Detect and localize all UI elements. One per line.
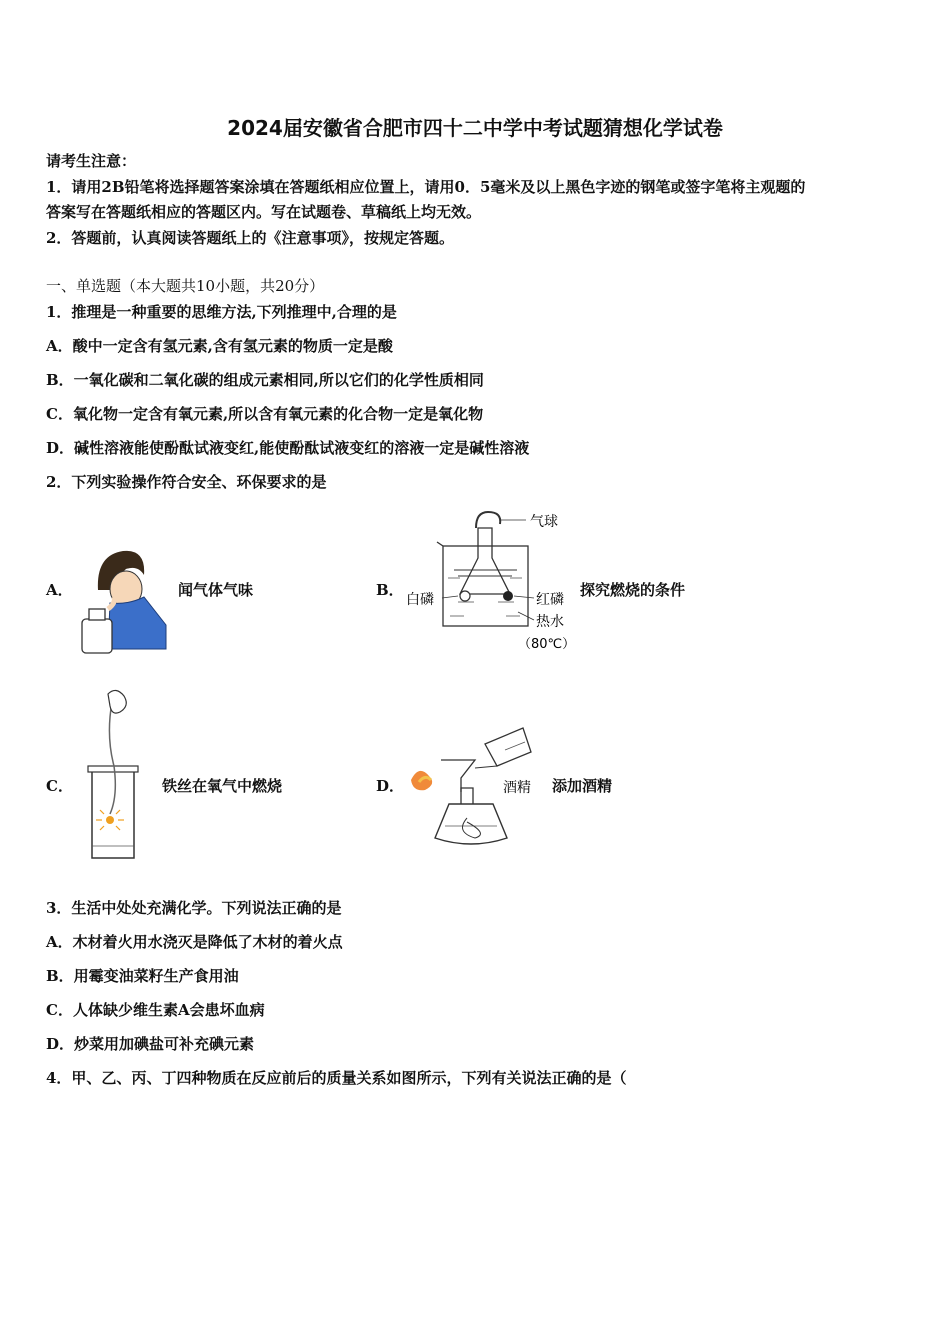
label-water-temperature: （80℃）	[518, 637, 576, 652]
q3-option-d: D．炒菜用加碘盐可补充碘元素	[46, 1035, 255, 1053]
q4-stem: 4．甲、乙、丙、丁四种物质在反应前后的质量关系如图所示，下列有关说法正确的是（	[46, 1069, 627, 1087]
smelling-gas-illustration	[78, 545, 173, 657]
combustion-conditions-apparatus	[400, 506, 585, 656]
section-heading: 一、单选题（本大题共10小题，共20分）	[46, 277, 325, 295]
label-balloon: 气球	[530, 514, 558, 530]
q2-option-c-caption: 铁丝在氧气中燃烧	[162, 777, 283, 795]
q2-option-a-caption: 闻气体气味	[178, 581, 254, 599]
notice-line-2: 2．答题前，认真阅读答题纸上的《注意事项》，按规定答题。	[46, 229, 454, 247]
q1-option-b: B．一氧化碳和二氧化碳的组成元素相同,所以它们的化学性质相同	[46, 371, 484, 389]
label-white-phosphorus: 白磷	[406, 592, 434, 608]
q1-option-c: C．氧化物一定含有氧元素,所以含有氧元素的化合物一定是氧化物	[46, 405, 484, 423]
q3-option-b: B．用霉变油菜籽生产食用油	[46, 967, 239, 985]
adding-alcohol-illustration	[405, 722, 540, 867]
q1-stem: 1．推理是一种重要的思维方法,下列推理中,合理的是	[46, 303, 397, 321]
iron-wire-burning-apparatus	[78, 686, 148, 866]
q1-option-d: D．碱性溶液能使酚酞试液变红,能使酚酞试液变红的溶液一定是碱性溶液	[46, 439, 530, 457]
q3-option-a: A．木材着火用水浇灭是降低了木材的着火点	[46, 933, 343, 951]
label-hot-water: 热水	[536, 614, 564, 630]
q3-option-c: C．人体缺少维生素A会患坏血病	[46, 1001, 265, 1019]
label-alcohol: 酒精	[503, 780, 531, 796]
q2-option-d-caption: 添加酒精	[552, 777, 613, 795]
q3-stem: 3．生活中处处充满化学。下列说法正确的是	[46, 899, 342, 917]
q2-stem: 2．下列实验操作符合安全、环保要求的是	[46, 473, 327, 491]
page-title: 2024届安徽省合肥市四十二中学中考试题猜想化学试卷	[227, 116, 723, 140]
q2-option-d-letter: D．	[376, 777, 405, 795]
q2-option-a-letter: A．	[46, 581, 73, 599]
q1-option-a: A．酸中一定含有氢元素,含有氢元素的物质一定是酸	[46, 337, 393, 355]
q2-option-b-caption: 探究燃烧的条件	[580, 581, 686, 599]
notice-line-1b: 答案写在答题纸相应的答题区内。写在试题卷、草稿纸上均无效。	[46, 203, 482, 221]
notice-heading: 请考生注意：	[46, 152, 137, 170]
q2-option-b-letter: B．	[376, 581, 404, 599]
q2-option-c-letter: C．	[46, 777, 73, 795]
notice-line-1a: 1．请用2B铅笔将选择题答案涂填在答题纸相应位置上，请用0．5毫米及以上黑色字迹的钢笔或签字笔将主观题的	[46, 178, 806, 196]
label-red-phosphorus: 红磷	[536, 592, 564, 608]
